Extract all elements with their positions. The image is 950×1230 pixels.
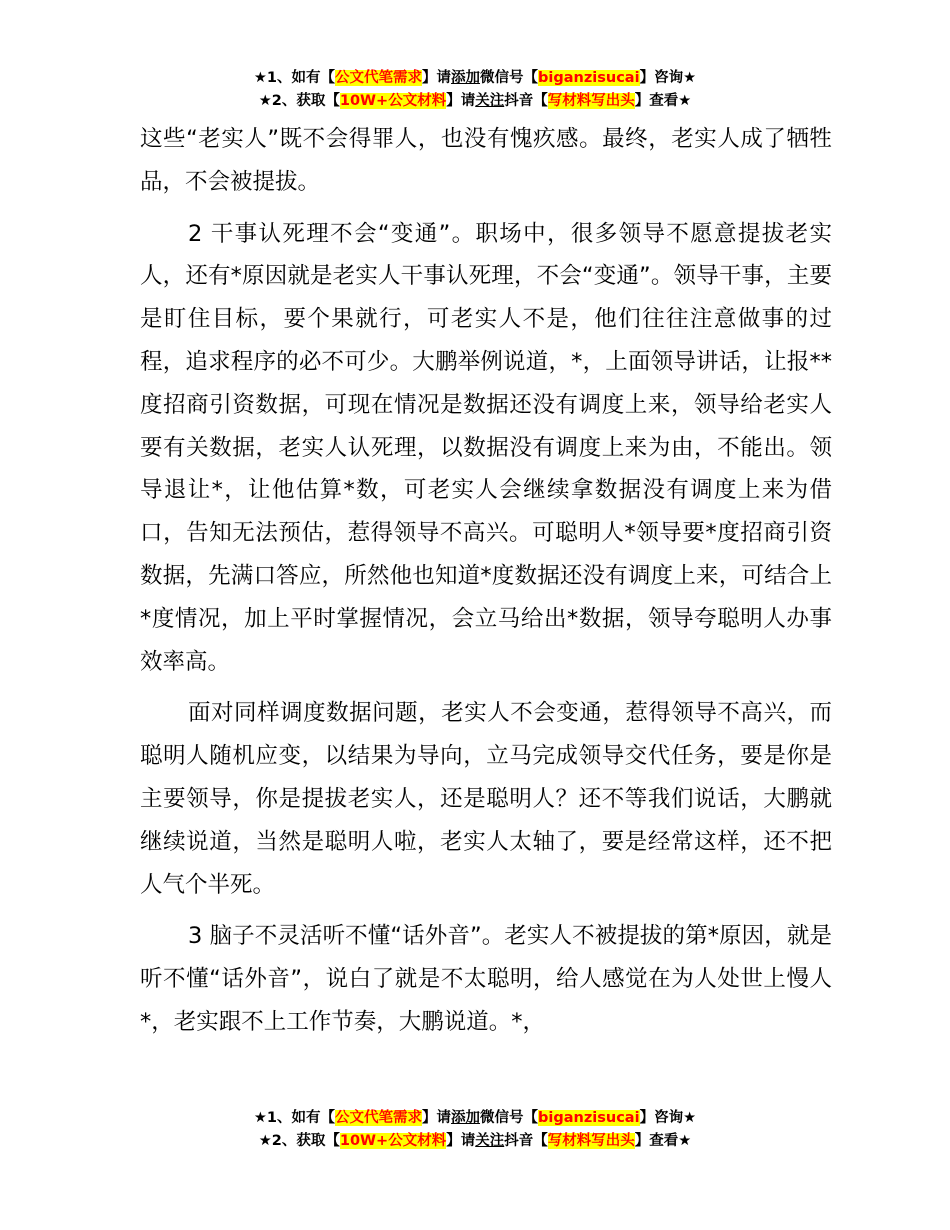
banner-text: 微信号【 (480, 1110, 539, 1126)
banner-line-1 (0, 67, 950, 90)
banner-text: 】请 (446, 93, 476, 109)
banner-text: 抖音【 (504, 1133, 548, 1149)
banner-text: 】请 (422, 1110, 452, 1126)
banner-line-2 (0, 90, 950, 113)
banner-text: ★2、获取【 (258, 1133, 340, 1149)
underlined-verb: 关注 (475, 1133, 505, 1149)
header-banner (0, 67, 950, 113)
document-body (140, 118, 832, 1053)
highlight-douyin-account: 写材料写出头 (547, 1133, 635, 1149)
highlight-douyin-account: 写材料写出头 (547, 93, 635, 109)
banner-line-1 (0, 1107, 950, 1130)
paragraph: 2 干事认死理不会“变通”。职场中，很多领导不愿意提拔老实人，还有*原因就是老实人干事认死理，不会“变通”。领导干事，主要是盯住目标，要个果就行，可老实人不是，他们往往注意做事的过程，追求程序的必不可少。大鹏举例说道，*，上面领导讲话，让报**度招商引资数据，可现在情况是数据还没有调度上来，领导给老实人要有关数据，老实人认死理，以数据没有调度上来为由，不能出。领导退让*，让他估算*数，可老实人会继续拿数据没有调度上来为借口，告知无法预估，惹得领导不高兴。可聪明人*领导要*度招商引资数据，先满口答应，所然他也知道*度数据还没有调度上来，可结合上*度情况，加上平时掌握情况，会立马给出*数据，领导夸聪明人办事效率高。 (140, 220, 832, 675)
underlined-verb: 添加 (451, 1110, 481, 1126)
highlight-materials: 10W+公文材料 (339, 1133, 447, 1149)
banner-text: 】查看★ (634, 93, 692, 109)
footer-banner (0, 1107, 950, 1153)
banner-text: ★1、如有【 (253, 1110, 336, 1126)
banner-text: 微信号【 (480, 70, 539, 86)
banner-text: 】查看★ (634, 1133, 692, 1149)
banner-text: 】咨询★ (639, 1110, 697, 1126)
underlined-verb: 添加 (451, 70, 481, 86)
underlined-verb: 关注 (475, 93, 505, 109)
banner-text: 】请 (422, 70, 452, 86)
banner-text: 】咨询★ (639, 70, 697, 86)
highlight-materials: 10W+公文材料 (339, 93, 447, 109)
paragraph: 3 脑子不灵活听不懂“话外音”。老实人不被提拔的第*原因，就是听不懂“话外音”，说白了就是不太聪明，给人感觉在为人处世上慢人*，老实跟不上工作节奏，大鹏说道。*， (140, 923, 832, 1035)
highlight-wechat-id: biganzisucai (538, 70, 640, 86)
highlight-service: 公文代笔需求 (335, 1110, 423, 1126)
banner-text: ★2、获取【 (258, 93, 340, 109)
paragraph: 面对同样调度数据问题，老实人不会变通，惹得领导不高兴，而聪明人随机应变，以结果为导向，立马完成领导交代任务，要是你是主要领导，你是提拔老实人，还是聪明人？还不等我们说话，大鹏就继续说道，当然是聪明人啦，老实人太轴了，要是经常这样，还不把人气个半死。 (140, 700, 832, 898)
banner-line-2 (0, 1130, 950, 1153)
banner-text: 抖音【 (504, 93, 548, 109)
paragraph: 这些“老实人”既不会得罪人，也没有愧疚感。最终，老实人成了牺牲品，不会被提拔。 (140, 126, 832, 195)
highlight-wechat-id: biganzisucai (538, 1110, 640, 1126)
banner-text: 】请 (446, 1133, 476, 1149)
highlight-service: 公文代笔需求 (335, 70, 423, 86)
banner-text: ★1、如有【 (253, 70, 336, 86)
